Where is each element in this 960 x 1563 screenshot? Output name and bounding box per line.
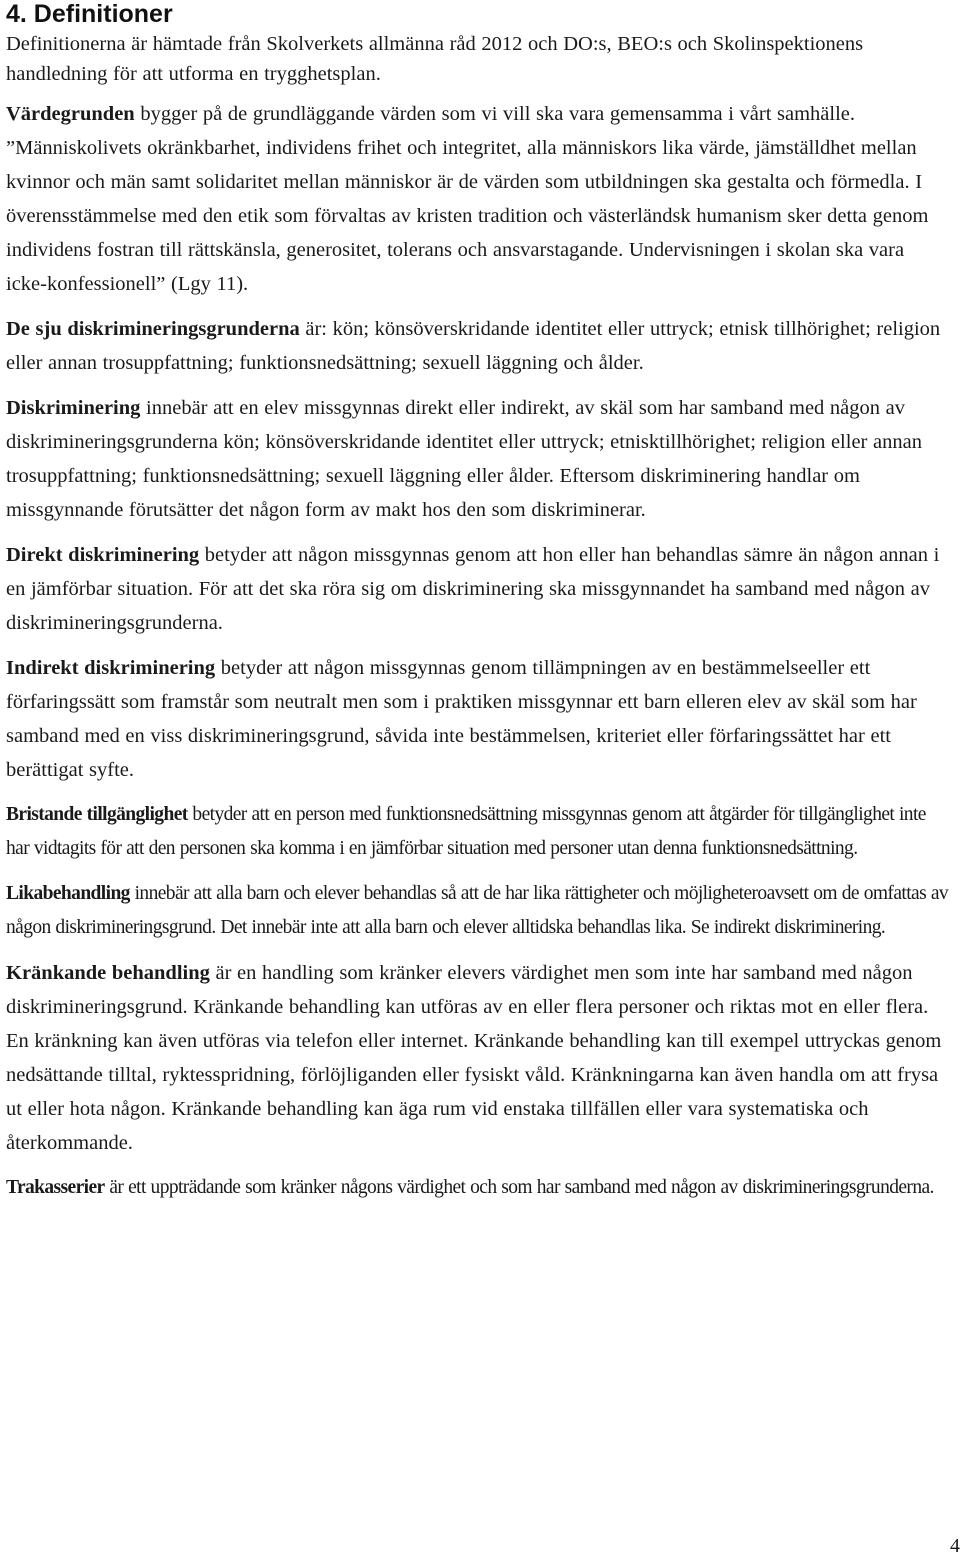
definition-term: Trakasserier bbox=[6, 1177, 105, 1198]
definition-krankande-behandling bbox=[6, 956, 950, 1160]
definition-trakasserier bbox=[6, 1171, 950, 1205]
definition-text: betyder att någon missgynnas genom att hon eller han behandlas sämre än någon annan i en jämförbar situation. För att det ska röra sig om diskriminering ska missgynnandet ha samband med någon av diskrimineringsgrunderna. bbox=[6, 544, 940, 634]
definition-text: betyder att någon missgynnas genom tillämpningen av en bestämmelseeller ett förfaringssätt som framstår som neutralt men som i praktiken missgynnar ett barn elleren elev av skäl som har samband med en viss diskrimineringsgrund, såvida inte bestämmelsen, kriteriet eller förfaringssättet har ett berättigat syfte. bbox=[6, 657, 917, 781]
section-heading: 4. Definitioner bbox=[6, 0, 173, 28]
definition-term: Kränkande behandling bbox=[6, 962, 210, 984]
definition-indirekt-diskriminering bbox=[6, 651, 950, 787]
definition-text: är: kön; könsöverskridande identitet eller uttryck; etnisk tillhörighet; religion eller annan trosuppfattning; funktionsnedsättning; sexuell läggning och ålder. bbox=[6, 318, 941, 374]
intro-paragraph: Definitionerna är hämtade från Skolverkets allmänna råd 2012 och DO:s, BEO:s och Skolinspektionens handledning för att utforma en trygghetsplan. bbox=[6, 33, 864, 85]
document-page bbox=[6, 0, 950, 1205]
definition-term: De sju diskrimineringsgrunderna bbox=[6, 318, 300, 340]
definition-text: bygger på de grundläggande värden som vi vill ska vara gemensamma i vårt samhälle. ”Människolivets okränkbarhet, individens frihet och integritet, alla människors lika värde, jämställdhet mellan kvinnor och män samt solidaritet mellan människor är de värden som utbildningen ska gestalta och förmedla. I överensstämmelse med den etik som förvaltas av kristen tradition och västerländsk humanism sker detta genom individens fostran till rättskänsla, generositet, tolerans och ansvarstagande. Undervisningen i skolan ska vara icke-konfessionell” (Lgy 11). bbox=[6, 103, 929, 295]
definition-direkt-diskriminering bbox=[6, 538, 950, 640]
definition-term: Direkt diskriminering bbox=[6, 544, 200, 566]
definition-term: Indirekt diskriminering bbox=[6, 657, 216, 679]
definition-term: Bristande tillgänglighet bbox=[6, 804, 188, 825]
definition-term: Värdegrunden bbox=[6, 103, 135, 125]
definition-vardegrunden bbox=[6, 97, 950, 301]
definition-term: Likabehandling bbox=[6, 883, 130, 904]
definition-diskrimineringsgrunder bbox=[6, 312, 950, 380]
definition-text: betyder att en person med funktionsnedsättning missgynnas genom att åtgärder för tillgänglighet inte har vidtagits för att den personen ska komma i en jämförbar situation med personer utan denna funktionsnedsättning. bbox=[6, 804, 926, 859]
definition-text: innebär att en elev missgynnas direkt eller indirekt, av skäl som har samband med någon av diskrimineringsgrunderna kön; könsöverskridande identitet eller uttryck; etnisktillhörighet; religion eller annan trosuppfattning; funktionsnedsättning; sexuell läggning eller ålder. Eftersom diskriminering handlar om missgynnande förutsätter det någon form av makt hos den som diskriminerar. bbox=[6, 397, 922, 521]
definition-text: är ett uppträdande som kränker någons värdighet och som har samband med någon av diskrimineringsgrunderna. bbox=[104, 1177, 934, 1198]
definition-diskriminering bbox=[6, 391, 950, 527]
definition-text: innebär att alla barn och elever behandlas så att de har lika rättigheter och möjligheteroavsett om de omfattas av någon diskrimineringsgrund. Det innebär inte att alla barn och elever alltidska behandlas lika. Se indirekt diskriminering. bbox=[6, 883, 949, 938]
page-number: 4 bbox=[950, 1535, 960, 1557]
definition-likabehandling bbox=[6, 877, 950, 945]
definition-term: Diskriminering bbox=[6, 397, 141, 419]
definition-text: är en handling som kränker elevers värdighet men som inte har samband med någon diskrimineringsgrund. Kränkande behandling kan utföras av en eller flera personer och riktas mot en eller flera. En kränkning kan även utföras via telefon eller internet. Kränkande behandling kan till exempel uttryckas genom nedsättande tilltal, ryktesspridning, förlöjliganden eller fysiskt våld. Kränkningarna kan även handla om att frysa ut eller hota någon. Kränkande behandling kan äga rum vid enstaka tillfällen eller vara systematiska och återkommande. bbox=[6, 962, 942, 1154]
definition-bristande-tillganglighet bbox=[6, 798, 950, 866]
